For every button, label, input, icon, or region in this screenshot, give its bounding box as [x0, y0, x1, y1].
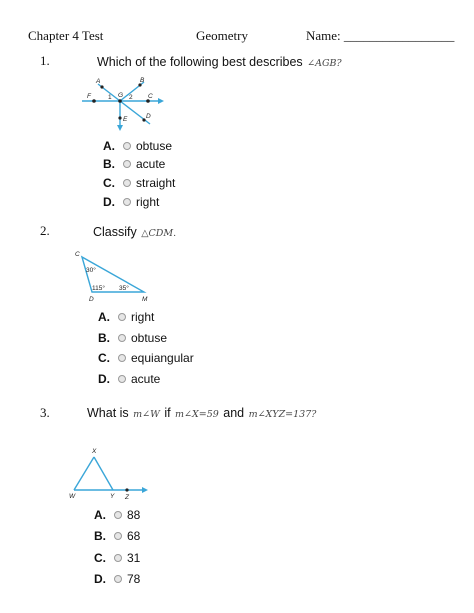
question-1-prompt — [97, 53, 342, 71]
choice-letter: D. — [103, 195, 115, 209]
label-b: B — [140, 77, 145, 84]
question-2-figure — [72, 248, 156, 304]
question-1-figure — [78, 74, 174, 132]
question-3-math-3: m∠XYZ=137? — [248, 409, 317, 420]
choice-text: 31 — [127, 551, 141, 565]
side-wx — [74, 457, 94, 490]
question-3-text-prefix: What is — [87, 406, 129, 420]
label-a: A — [96, 78, 101, 85]
point-e — [118, 116, 121, 119]
label-w: W — [69, 493, 76, 500]
choice-letter: C. — [94, 551, 106, 565]
name-field-label: Name: _________________ — [306, 28, 455, 43]
question-1-text: Which of the following best describes — [97, 55, 303, 69]
choice-text: acute — [131, 372, 161, 386]
radio-button[interactable] — [118, 354, 126, 362]
subject-title: Geometry — [196, 28, 248, 43]
question-3-math-2: m∠X=59 — [175, 409, 219, 420]
question-1-number: 1. — [40, 53, 50, 68]
radio-button[interactable] — [114, 554, 122, 562]
arrow-e — [117, 125, 123, 131]
choice-text: equiangular — [131, 351, 194, 365]
choice-letter: A. — [98, 310, 110, 324]
label-d: D — [146, 113, 151, 120]
question-2-prompt — [93, 223, 176, 241]
point-z — [125, 488, 128, 491]
arrow-c — [158, 98, 164, 104]
label-m: M — [142, 296, 148, 303]
radio-button[interactable] — [114, 511, 122, 519]
angle-m-label: 35° — [119, 285, 129, 292]
choice-letter: D. — [94, 572, 106, 586]
label-c: C — [75, 251, 80, 258]
question-3-text-if: if — [164, 406, 171, 420]
question-3-number: 3. — [40, 405, 50, 420]
question-1-choice-b[interactable] — [103, 157, 165, 171]
radio-button[interactable] — [118, 334, 126, 342]
question-2-choice-b[interactable] — [98, 331, 167, 345]
side-xy — [94, 457, 113, 490]
question-3-choice-b[interactable] — [94, 529, 140, 543]
question-2-text: Classify — [93, 225, 137, 239]
question-2-choice-a[interactable] — [98, 310, 154, 324]
label-d: D — [89, 296, 94, 303]
radio-button[interactable] — [114, 575, 122, 583]
radio-button[interactable] — [123, 179, 131, 187]
question-1-math: ∠AGB? — [307, 58, 342, 69]
question-3-math-1: m∠W — [133, 409, 160, 420]
choice-letter: C. — [103, 176, 115, 190]
label-angle-1: 1 — [108, 94, 112, 101]
question-1-choice-a[interactable] — [103, 139, 172, 153]
question-1-choice-c[interactable] — [103, 176, 175, 190]
choice-letter: B. — [103, 157, 115, 171]
choice-text: 68 — [127, 529, 141, 543]
question-2-choice-d[interactable] — [98, 372, 160, 386]
choice-letter: C. — [98, 351, 110, 365]
label-e: E — [123, 116, 128, 123]
radio-button[interactable] — [123, 142, 131, 150]
label-angle-2: 2 — [129, 94, 133, 101]
point-f — [92, 99, 96, 103]
label-z: Z — [125, 494, 129, 501]
choice-text: acute — [136, 157, 166, 171]
arrow-z — [142, 487, 148, 493]
question-3-figure — [64, 444, 152, 502]
radio-button[interactable] — [118, 375, 126, 383]
question-3-text-and: and — [223, 406, 245, 420]
choice-letter: D. — [98, 372, 110, 386]
angle-d-label: 115° — [92, 285, 105, 292]
question-1-choice-d[interactable] — [103, 195, 159, 209]
label-x: X — [92, 448, 97, 455]
question-2-number: 2. — [40, 223, 50, 238]
choice-text: obtuse — [136, 139, 173, 153]
question-3-prompt — [87, 404, 316, 422]
choice-letter: B. — [98, 331, 110, 345]
choice-letter: B. — [94, 529, 106, 543]
label-y: Y — [110, 493, 115, 500]
choice-text: right — [131, 310, 155, 324]
question-3-choice-d[interactable] — [94, 572, 140, 586]
question-3-choice-a[interactable] — [94, 508, 140, 522]
point-a — [100, 85, 103, 88]
angle-c-label: 30° — [86, 267, 96, 274]
radio-button[interactable] — [123, 198, 131, 206]
choice-text: 78 — [127, 572, 141, 586]
point-g — [118, 99, 122, 103]
choice-letter: A. — [94, 508, 106, 522]
chapter-title: Chapter 4 Test — [28, 28, 104, 43]
radio-button[interactable] — [123, 160, 131, 168]
radio-button[interactable] — [114, 532, 122, 540]
label-f: F — [87, 93, 91, 100]
label-g: G — [118, 92, 124, 99]
choice-text: obtuse — [131, 331, 168, 345]
radio-button[interactable] — [118, 313, 126, 321]
choice-text: straight — [136, 176, 176, 190]
question-2-choice-c[interactable] — [98, 351, 194, 365]
choice-letter: A. — [103, 139, 115, 153]
question-2-math: △CDM. — [141, 228, 177, 239]
label-c: C — [148, 93, 153, 100]
question-3-choice-c[interactable] — [94, 551, 140, 565]
choice-text: 88 — [127, 508, 141, 522]
choice-text: right — [136, 195, 160, 209]
